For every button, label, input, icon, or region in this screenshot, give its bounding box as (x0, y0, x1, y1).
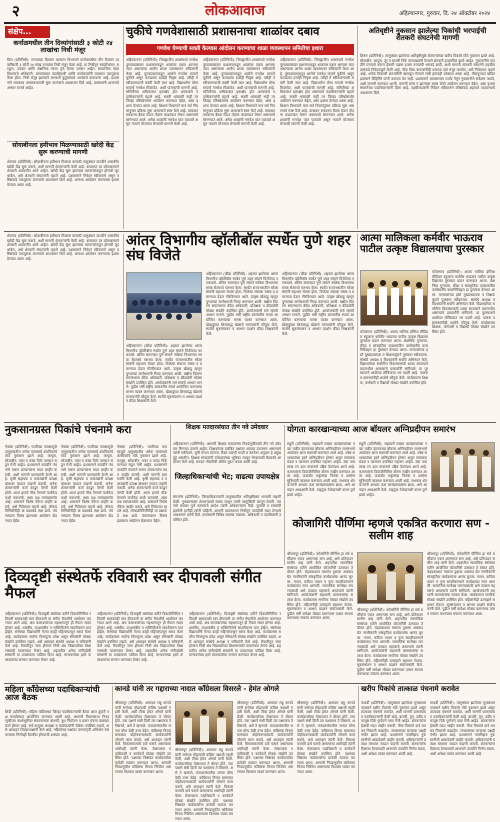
column-rule (358, 686, 359, 792)
kojagiri-body-col-1: श्रीरामपूर (प्रतिनिधी): कोजागिरी पौर्णिमा हा सर्व धर्मीयांना एकत्र आणणारा सण आहे, असे प्रतिपादन सलीम शाह यांनी केले. शहरातील सामाजिक संस्थेच्या वतीने आयोजित कोजागिरी उत्सवात ते बोलत होते. चंद्रप्रकाशात मसाला दुधाचा आस्वाद घेत नागरिकांनी सांस्कृतिक कार्यक्रमांचा आनंद लुटला. गायन, कविता वाचन व नृत्य सादरीकरणाने कार्यक्रमात रंगत आणली. सामाजिक सलोखा जपण्यासाठी असे उपक्रम महत्त्वाचे असल्याचे त्यांनी सांगितले. आयोजकांनी सहभागी कलाकारांचा सत्कार केला. कार्यक्रमास नागरिक मोठ्या संख्येने उपस्थित होते. महिलांनीही उत्साहाने सहभाग घेतला. सूत्रसंचालन व आभार प्रदर्शन संयोजकांनी केले. पुढील वर्षी यापेक्षा मोठ्या प्रमाणावर उत्सव साजरा करण्याचा संकल्प करण्यात आला. (287, 552, 353, 621)
farmers-story (360, 26, 495, 229)
kojagiri-photo (357, 552, 423, 604)
left-continuation: शेवगाव (प्रतिनिधी): सोयाबीनला हमीभाव मिळावा यासाठी तालुक्यात तातडीने शासकीय खरेदी केंद्र सुरू करावे, अशी मागणी शेतकऱ्यांनी केली आहे. बाजारात दर कोसळल्याने शेतकरी अडचणीत आले आहेत. खरेदी केंद्र सुरू झाल्यास व्यापाऱ्यांकडून होणारी लूट थांबेल, असे शेतकरी संघटनांनी म्हटले आहे. प्रशासनाने निवेदन स्वीकारले असून वरिष्ठांकडे पाठपुरावा करण्याचे आश्वासन दिले आहे. अन्यथा आंदोलन करण्याचा इशारा देण्यात आला आहे. (7, 234, 119, 261)
sugar-factory-headline: योगता कारखान्याच्या आज बॉयलर अग्निप्रदीपन समारंभ (287, 424, 456, 434)
kanade-photo-figures (176, 702, 234, 746)
brief-1-body: विटा (प्रतिनिधी): राज्याच्या दिव्यांग कल्याण विभागाने कर्नाळमधील तीन दिव्यांग व्यक्तींसाठी ३ कोटी २४ लाख रुपयांचा निधी मंजूर केला आहे. या निधीतून स्वयंरोजगार, घरकुल, उपचार आणि शैक्षणिक गरजा पूर्ण केल्या जाणार आहेत. सामाजिक न्याय विभागाचे अधिकारी, ग्रामपंचायत पदाधिकारी आणि कार्यकर्त्यांनी याबाबत पाठपुरावा केला होता. निधी मंजूर झाल्याने लाभार्थी कुटुंबांमध्ये आनंदाचे वातावरण आहे. प्रशासनाने लवकरच अंमलबजावणी सुरू करण्याचे आश्वासन दिले आहे. ग्रामस्थांनी शासनाचे आभार मानले आहेत. (7, 58, 119, 90)
section-rule (4, 231, 496, 232)
school-body-col-1: कोपरगाव (प्रतिनिधी): आत्मा मालिक इंग्लिश मीडियम स्कूलला कर्मवीर भाऊराव पाटील उत्कृष्ट विद्यालय पुरस्कार प्रदान करण्यात आला. शैक्षणिक गुणवत्ता, क्रीडा व सांस्कृतिक उपक्रमांतील उल्लेखनीय कामगिरीबद्दल हा पुरस्कार देण्यात आला. मान्यवरांच्या हस्ते मुख्याध्यापक व शिक्षकवृंदाने पुरस्कार स्वीकारला. संस्थेचे अध्यक्ष व विश्वस्तांनी सर्वांचे अभिनंदन केले. विद्यार्थ्यांच्या सर्वांगीण विकासासाठी शाळा सातत्याने प्रयत्नशील असल्याचे प्राचार्यांनी सांगितले. या पुरस्काराने शाळेच्या लौकिकात भर पडली आहे. पालक व ग्रामस्थांनीही शाळेचे कौतुक केले. कार्यक्रमास शिक्षक, कर्मचारी व विद्यार्थी मोठ्या संख्येने उपस्थित होते. (432, 270, 495, 334)
volleyball-body-col-2: अहिल्यानगर (क्रीडा प्रतिनिधी): शहरात झालेल्या आंतर विभागीय व्हॉलीबॉल स्पर्धेत पुणे शहर संघाने विजेतेपद पटकावले. अंतिम सामन्यात पुणे संघाने नाशिक विभागाचा सरळ सेटमध्ये पराभव केला. स्पर्धेत राज्यभरातील सोळा संघांनी सहभाग घेतला होता. विजेत्या संघाला चषक व प्रमाणपत्र देऊन गौरविण्यात आले. उत्कृष्ट खेळाडू म्हणून पुण्याच्या कर्णधाराची निवड करण्यात आली. बक्षीस वितरण समारंभाला क्रीडा अधिकारी, प्रशिक्षक व क्रीडाप्रेमी मोठ्या संख्येने उपस्थित होते. आयोजकांनी सर्व संघांचे आभार मानले. पुढील वर्षी राष्ट्रीय स्तरावरील स्पर्धा आयोजित करण्याचा मानस व्यक्त करण्यात आला. खेळाडूंच्या शिस्तबद्ध खेळाचे मान्यवरांनी कौतुक केले. स्पर्धेचे सूत्रसंचालन व आभार प्रदर्शन क्रीडा शिक्षकांनी केले. (282, 272, 354, 336)
collector-body: संगमनेर (प्रतिनिधी): जिल्हाधिकाऱ्यांनी तालुक्यातील अतिवृष्टीग्रस्त भागाची पाहणी केली. नुकसानग्रस्त शेतकऱ्यांशी संवाद साधून त्यांनी वस्तुस्थिती जाणून घेतली. पंचनामे लवकर पूर्ण करण्याचे आदेश त्यांनी अधिकाऱ्यांना दिले. पुलांची व रस्त्यांची झालेली हानीही त्यांनी पाहिली. आपत्ती व्यवस्थापन निधीतून तातडीची मदत देण्याचे आश्वासन त्यांनी दिले. ग्रामस्थांनी विविध समस्या मांडल्या. अधिकारी व पदाधिकारी उपस्थित होते. (173, 495, 281, 522)
kanade-body-col-2: श्रीरामपूर (प्रतिनिधी): आमदार लहू कानडे यांनी सत्तेच्या मोहापायी काँग्रेस पक्षाशी गद्दारी केली, अशी टीका हेमंत ओगले यांनी केली. कार्यकर्त्यांच्या मेळाव्यात ते बोलत होते. ज्या पक्षाने संधी दिली त्या पक्षालाच ते विसरले, असे ते म्हणाले. मतदारसंघातील जनता योग्य वेळी उत्तर देईल. काँग्रेसचा विचार घराघरात पोहोचवण्यासाठी कार्यकर्त्यांनी जोमाने काम करावे, असे आवाहन त्यांनी केले. विकासकामांचे दावे फसवे असल्याचा आरोपही त्यांनी केला. मेळाव्यास पदाधिकारी व कार्यकर्ते मोठ्या संख्येने उपस्थित होते. पक्षाच्या निष्ठावंत कार्यकर्त्यांचा यावेळी सत्कार करण्यात आला. आगामी निवडणुकीत काँग्रेसचा विजय निश्चित असल्याचा विश्वास व्यक्त करण्यात आला. (175, 748, 233, 821)
volleyball-body-col-0: अहिल्यानगर (क्रीडा प्रतिनिधी): शहरात झालेल्या आंतर विभागीय व्हॉलीबॉल स्पर्धेत पुणे शहर संघाने विजेतेपद पटकावले. अंतिम सामन्यात पुणे संघाने नाशिक विभागाचा सरळ सेटमध्ये पराभव केला. स्पर्धेत राज्यभरातील सोळा संघांनी सहभाग घेतला होता. विजेत्या संघाला चषक व प्रमाणपत्र देऊन गौरविण्यात आले. उत्कृष्ट खेळाडू म्हणून पुण्याच्या कर्णधाराची निवड करण्यात आली. बक्षीस वितरण समारंभाला क्रीडा अधिकारी, प्रशिक्षक व क्रीडाप्रेमी मोठ्या संख्येने उपस्थित होते. आयोजकांनी सर्व संघांचे आभार मानले. पुढील वर्षी राष्ट्रीय स्तरावरील स्पर्धा आयोजित करण्याचा मानस व्यक्त करण्यात आला. खेळाडूंच्या शिस्तबद्ध खेळाचे मान्यवरांनी कौतुक केले. स्पर्धेचे सूत्रसंचालन व आभार प्रदर्शन क्रीडा शिक्षकांनी केले. (126, 344, 202, 404)
section-rule (4, 422, 496, 423)
school-headline: आत्मा मालिकला कर्मवीर भाऊराव पाटील उत्कृष्ट विद्यालयाचा पुरस्कार (360, 233, 484, 255)
kharip-body-col-1: पाथर्डी (प्रतिनिधी): तालुक्यात झालेल्या मुसळधार पावसाने खरीप पिकांचे मोठे नुकसान झाले असून तात्काळ पंचनामे करावेत, अशी मागणी ग्रामपंचायत पदाधिकाऱ्यांनी केली आहे. बाजरी, मूग, उडीद व कापूस पिके पूर्णपणे वाया गेली आहेत. शेतकऱ्यांना हेक्टरी मदत जाहीर करावी. पीक विम्याचे दावे लवकर निकाली काढावेत. जनावरांच्या चाऱ्याचा प्रश्नही गंभीर झाला आहे. प्रशासनाने गावनिहाय नुकसानीची आकडेवारी जाहीर करावी. अधिकाऱ्यांनी प्रत्यक्ष बांधावर जाऊन पाहणी करावी. शेतकऱ्यांना दिलासा देण्यासाठी शासनाने तातडीने निर्णय घ्यावा, अशी अपेक्षा व्यक्त करण्यात आली आहे. (361, 701, 426, 756)
lead-story (126, 26, 354, 229)
kojagiri-story (287, 518, 495, 680)
concert-body-col-3: अहिल्यानगर (प्रतिनिधी): दिव्यदृष्टी संस्थेच्या वतीने दिवाळीनिमित्त रविवारी सायंकाळी स्वर दीपावली या संगीत मैफलीचे आयोजन करण्यात आले आहे. अंध कलाकारांच्या सहभागातून ही मैफल सादर होणार आहे. शास्त्रीय, उपशास्त्रीय व भक्तिगीतांचे सादरीकरण यात होईल. संस्थेच्या विद्यार्थ्यांनी गेल्या काही महिन्यांपासून सराव केला आहे. कार्यक्रमास सर्वांना विनामूल्य प्रवेश असून रसिकांनी मोठ्या संख्येने उपस्थित राहावे, असे आवाहन संस्थेचे अध्यक्ष व सचिवांनी केले आहे. मैफलीतून जमा होणारा निधी अंध विद्यार्थ्यांच्या शिक्षणासाठी वापरण्यात येणार आहे. शहरातील अनेक संगीतप्रेमी संस्थांनी या उपक्रमाला पाठिंबा दिला आहे. मान्यवरांच्या हस्ते कलाकारांचा सन्मान करण्यात येणार आहे. (189, 612, 281, 658)
kanade-headline: कानडे यांनी तर गद्दाराच्या नादात काँग्रेसला विसरले - हेमंत ओगले (115, 685, 279, 693)
panchnama-body-col-1: नेवासा (प्रतिनिधी): परतीच्या पावसामुळे तालुक्यातील अनेक गावांमध्ये शेतपिकांचे मोठे नुकसान झाले आहे. कापूस, सोयाबीन, मका व कांदा पिके पाण्यात सडून गेली आहेत. प्रशासनाने तातडीने पंचनामे करून शेतकऱ्यांना मदत जाहीर करावी, अशी मागणी ग्रामस्थांनी केली आहे. कृषी सहायक व तलाठ्यांनी प्रत्यक्ष बांधावर जाऊन पाहणी करावी. अनेक शेतकऱ्यांनी कर्ज काढून पेरणी केली होती. आता हातचे पीक गेल्याने कर्जफेड कशी करायची, असा प्रश्न त्यांच्यासमोर आहे. शासनाने विशेष पॅकेज जाहीर करावे, असे निवेदनात म्हटले आहे. लोकप्रतिनिधींनीही या प्रश्नाकडे लक्ष द्यावे. पंचनाम्यास विलंब झाल्यास आंदोलन छेडण्यात येईल. (5, 445, 57, 523)
brief-1-headline: कर्नाळमधील तीन दिव्यांगांसाठी ३ कोटी २४ लाखांचा निधी मंजूर (13, 39, 113, 54)
lead-strap: गणवेश घेण्याची सक्ती केल्यास आंदोलन करण्याचा शाळा व्यवस्थापन समितीचा इशारा (126, 44, 354, 55)
kanade-body-col-3: श्रीरामपूर (प्रतिनिधी): आमदार लहू कानडे यांनी सत्तेच्या मोहापायी काँग्रेस पक्षाशी गद्दारी केली, अशी टीका हेमंत ओगले यांनी केली. कार्यकर्त्यांच्या मेळाव्यात ते बोलत होते. ज्या पक्षाने संधी दिली त्या पक्षालाच ते विसरले, असे ते म्हणाले. मतदारसंघातील जनता योग्य वेळी उत्तर देईल. काँग्रेसचा विचार घराघरात पोहोचवण्यासाठी कार्यकर्त्यांनी जोमाने काम करावे, असे आवाहन त्यांनी केले. विकासकामांचे दावे फसवे असल्याचा आरोपही त्यांनी केला. मेळाव्यास पदाधिकारी व कार्यकर्ते मोठ्या संख्येने उपस्थित होते. पक्षाच्या निष्ठावंत कार्यकर्त्यांचा यावेळी सत्कार करण्यात आला. आगामी निवडणुकीत काँग्रेसचा विजय निश्चित असल्याचा विश्वास व्यक्त करण्यात आला. (237, 701, 293, 774)
concert-body-col-2: अहिल्यानगर (प्रतिनिधी): दिव्यदृष्टी संस्थेच्या वतीने दिवाळीनिमित्त रविवारी सायंकाळी स्वर दीपावली या संगीत मैफलीचे आयोजन करण्यात आले आहे. अंध कलाकारांच्या सहभागातून ही मैफल सादर होणार आहे. शास्त्रीय, उपशास्त्रीय व भक्तिगीतांचे सादरीकरण यात होईल. संस्थेच्या विद्यार्थ्यांनी गेल्या काही महिन्यांपासून सराव केला आहे. कार्यक्रमास सर्वांना विनामूल्य प्रवेश असून रसिकांनी मोठ्या संख्येने उपस्थित राहावे, असे आवाहन संस्थेचे अध्यक्ष व सचिवांनी केले आहे. मैफलीतून जमा होणारा निधी अंध विद्यार्थ्यांच्या शिक्षणासाठी वापरण्यात येणार आहे. शहरातील अनेक संगीतप्रेमी संस्थांनी या उपक्रमाला पाठिंबा दिला आहे. मान्यवरांच्या हस्ते कलाकारांचा सन्मान करण्यात येणार आहे. (97, 612, 183, 662)
award-photo-figures (361, 271, 429, 327)
panchnama-body-col-3: नेवासा (प्रतिनिधी): परतीच्या पावसामुळे तालुक्यातील अनेक गावांमध्ये शेतपिकांचे मोठे नुकसान झाले आहे. कापूस, सोयाबीन, मका व कांदा पिके पाण्यात सडून गेली आहेत. प्रशासनाने तातडीने पंचनामे करून शेतकऱ्यांना मदत जाहीर करावी, अशी मागणी ग्रामस्थांनी केली आहे. कृषी सहायक व तलाठ्यांनी प्रत्यक्ष बांधावर जाऊन पाहणी करावी. अनेक शेतकऱ्यांनी कर्ज काढून पेरणी केली होती. आता हातचे पीक गेल्याने कर्जफेड कशी करायची, असा प्रश्न त्यांच्यासमोर आहे. शासनाने विशेष पॅकेज जाहीर करावे, असे निवेदनात म्हटले आहे. लोकप्रतिनिधींनीही या प्रश्नाकडे लक्ष द्यावे. पंचनाम्यास विलंब झाल्यास आंदोलन छेडण्यात येईल. (117, 445, 168, 523)
column-rule (123, 234, 124, 420)
page-number: २ (12, 2, 20, 20)
sugar-factory-body-col-2: राहुरी (प्रतिनिधी): सहकारी साखर कारखान्याच्या नव्या गळीत हंगामाच्या बॉयलर अग्निप्रदीपन समारंभाचे आयोजन आज सकाळी करण्यात आले आहे. ज्येष्ठ सभासदांच्या हस्ते अग्निप्रदीपन होणार असून संचालक मंडळ व कामगार उपस्थित राहणार आहेत. यंदा पाच लाख टन ऊस गाळपाचे उद्दिष्ट ठेवण्यात आले आहे. कामगारांना दिवाळीनिमित्त बोनस जाहीर करण्यात आला आहे. ऊसतोड मजुरांच्या निवास व आरोग्य सुविधांची व्यवस्था करण्यात आली आहे. सभासद शेतकऱ्यांनी आपला ऊस कारखान्यालाच द्यावा, असे आवाहन अध्यक्षांनी केले. वाहतूक ठेकेदारांशी करार पूर्ण झाले आहेत. (359, 442, 427, 497)
column-rule (112, 686, 113, 792)
lead-headline: चुकीचे गणवेशासाठी प्रशासनाचा शाळांवर दबाव (126, 24, 320, 38)
lead-body-col-3: अहिल्यानगर (प्रतिनिधी): जिल्ह्यातील शाळांमध्ये गणवेश पुरवठ्याबाबत प्रशासनाकडून शाळांवर दबाव आणला जात असल्याचा आरोप शाळा व्यवस्थापन समित्यांनी केला आहे. पुरवठादाराकडून आलेले गणवेश मापाने चुकीचे असून कापडाचा दर्जाही निकृष्ट आहे. तरीही ते स्वीकारण्याची सक्ती केली जात आहे. विद्यार्थ्यांना योग्य मापाचे गणवेश मिळावेत, अशी पालकांची मागणी आहे. समितीच्या अधिकारात हस्तक्षेप होत असल्याचे पदाधिकाऱ्यांनी म्हटले आहे. सक्ती थांबवली नाही तर जिल्हा परिषदेसमोर आंदोलन करण्यात येईल, असा इशारा देण्यात आला आहे. शिक्षण विभागाने मात्र सर्व नियमांनुसार प्रक्रिया सुरू असल्याचे स्पष्ट केले आहे. याबाबत लवकरच बैठक घेऊन तोडगा काढण्यात येणार असल्याचे सांगण्यात आले. अनेक शाळांनी गणवेश परत पाठवले असून नव्याने मोजमाप घेण्याची मागणी केली आहे. (280, 58, 354, 127)
panchnama-body-col-2: नेवासा (प्रतिनिधी): परतीच्या पावसामुळे तालुक्यातील अनेक गावांमध्ये शेतपिकांचे मोठे नुकसान झाले आहे. कापूस, सोयाबीन, मका व कांदा पिके पाण्यात सडून गेली आहेत. प्रशासनाने तातडीने पंचनामे करून शेतकऱ्यांना मदत जाहीर करावी, अशी मागणी ग्रामस्थांनी केली आहे. कृषी सहायक व तलाठ्यांनी प्रत्यक्ष बांधावर जाऊन पाहणी करावी. अनेक शेतकऱ्यांनी कर्ज काढून पेरणी केली होती. आता हातचे पीक गेल्याने कर्जफेड कशी करायची, असा प्रश्न त्यांच्यासमोर आहे. शासनाने विशेष पॅकेज जाहीर करावे, असे निवेदनात म्हटले आहे. लोकप्रतिनिधींनीही या प्रश्नाकडे लक्ष द्यावे. पंचनाम्यास विलंब झाल्यास आंदोलन छेडण्यात येईल. (61, 445, 113, 523)
kojagiri-body-col-2: श्रीरामपूर (प्रतिनिधी): कोजागिरी पौर्णिमा हा सर्व धर्मीयांना एकत्र आणणारा सण आहे, असे प्रतिपादन सलीम शाह यांनी केले. शहरातील सामाजिक संस्थेच्या वतीने आयोजित कोजागिरी उत्सवात ते बोलत होते. चंद्रप्रकाशात मसाला दुधाचा आस्वाद घेत नागरिकांनी सांस्कृतिक कार्यक्रमांचा आनंद लुटला. गायन, कविता वाचन व नृत्य सादरीकरणाने कार्यक्रमात रंगत आणली. सामाजिक सलोखा जपण्यासाठी असे उपक्रम महत्त्वाचे असल्याचे त्यांनी सांगितले. आयोजकांनी सहभागी कलाकारांचा सत्कार केला. कार्यक्रमास नागरिक मोठ्या संख्येने उपस्थित होते. महिलांनीही उत्साहाने सहभाग घेतला. सूत्रसंचालन व आभार प्रदर्शन संयोजकांनी केले. पुढील वर्षी यापेक्षा मोठ्या प्रमाणावर उत्सव साजरा करण्याचा संकल्प करण्यात आला. (357, 608, 423, 677)
column-rule (170, 425, 171, 565)
team-photo-figures (127, 273, 203, 341)
concert-body-col-1: अहिल्यानगर (प्रतिनिधी): दिव्यदृष्टी संस्थेच्या वतीने दिवाळीनिमित्त रविवारी सायंकाळी स्वर दीपावली या संगीत मैफलीचे आयोजन करण्यात आले आहे. अंध कलाकारांच्या सहभागातून ही मैफल सादर होणार आहे. शास्त्रीय, उपशास्त्रीय व भक्तिगीतांचे सादरीकरण यात होईल. संस्थेच्या विद्यार्थ्यांनी गेल्या काही महिन्यांपासून सराव केला आहे. कार्यक्रमास सर्वांना विनामूल्य प्रवेश असून रसिकांनी मोठ्या संख्येने उपस्थित राहावे, असे आवाहन संस्थेचे अध्यक्ष व सचिवांनी केले आहे. मैफलीतून जमा होणारा निधी अंध विद्यार्थ्यांच्या शिक्षणासाठी वापरण्यात येणार आहे. शहरातील अनेक संगीतप्रेमी संस्थांनी या उपक्रमाला पाठिंबा दिला आहे. मान्यवरांच्या हस्ते कलाकारांचा सन्मान करण्यात येणार आहे. (5, 612, 91, 662)
volleyball-body-col-1: अहिल्यानगर (क्रीडा प्रतिनिधी): शहरात झालेल्या आंतर विभागीय व्हॉलीबॉल स्पर्धेत पुणे शहर संघाने विजेतेपद पटकावले. अंतिम सामन्यात पुणे संघाने नाशिक विभागाचा सरळ सेटमध्ये पराभव केला. स्पर्धेत राज्यभरातील सोळा संघांनी सहभाग घेतला होता. विजेत्या संघाला चषक व प्रमाणपत्र देऊन गौरविण्यात आले. उत्कृष्ट खेळाडू म्हणून पुण्याच्या कर्णधाराची निवड करण्यात आली. बक्षीस वितरण समारंभाला क्रीडा अधिकारी, प्रशिक्षक व क्रीडाप्रेमी मोठ्या संख्येने उपस्थित होते. आयोजकांनी सर्व संघांचे आभार मानले. पुढील वर्षी राष्ट्रीय स्तरावरील स्पर्धा आयोजित करण्याचा मानस व्यक्त करण्यात आला. खेळाडूंच्या शिस्तबद्ध खेळाचे मान्यवरांनी कौतुक केले. स्पर्धेचे सूत्रसंचालन व आभार प्रदर्शन क्रीडा शिक्षकांनी केले. (206, 272, 278, 336)
kharip-story (361, 686, 495, 792)
concert-story (5, 570, 281, 680)
sugar-factory-photo-figures (432, 443, 496, 493)
panchnama-headline: नुकसानग्रस्त पिकांचे पंचनामे करा (5, 424, 132, 436)
school-award-story (360, 234, 495, 420)
kharip-headline: खरीप पिकांचे तात्काळ पंचनामे करावेत (361, 685, 459, 693)
shikshak-story (173, 425, 281, 471)
kanade-story (115, 685, 355, 821)
volleyball-headline: आंतर विभागीय व्हॉलीबॉल स्पर्धेत पुणे शहर संघ विजेते (126, 233, 351, 265)
collector-headline: जिल्हाधिकाऱ्यांची भेट; वाढत्या उपायक्षेत्र (174, 472, 280, 481)
school-body-col-2: कोपरगाव (प्रतिनिधी): आत्मा मालिक इंग्लिश मीडियम स्कूलला कर्मवीर भाऊराव पाटील उत्कृष्ट विद्यालय पुरस्कार प्रदान करण्यात आला. शैक्षणिक गुणवत्ता, क्रीडा व सांस्कृतिक उपक्रमांतील उल्लेखनीय कामगिरीबद्दल हा पुरस्कार देण्यात आला. मान्यवरांच्या हस्ते मुख्याध्यापक व शिक्षकवृंदाने पुरस्कार स्वीकारला. संस्थेचे अध्यक्ष व विश्वस्तांनी सर्वांचे अभिनंदन केले. विद्यार्थ्यांच्या सर्वांगीण विकासासाठी शाळा सातत्याने प्रयत्नशील असल्याचे प्राचार्यांनी सांगितले. या पुरस्काराने शाळेच्या लौकिकात भर पडली आहे. पालक व ग्रामस्थांनीही शाळेचे कौतुक केले. कार्यक्रमास शिक्षक, कर्मचारी व विद्यार्थी मोठ्या संख्येने उपस्थित होते. (360, 330, 428, 385)
newspaper-logo: लोकआवाज (205, 3, 265, 19)
farmers-body: शिरूर (प्रतिनिधी): तालुक्यात झालेल्या अतिवृष्टीमुळे शेतकऱ्यांच्या खरीप पिकांचे मोठे नुकसान झाले आहे. सोयाबीन, कापूस, तूर व बाजरी पिके पाण्याखाली गेल्याने शेतकरी हवालदिल झाले आहेत. नुकसानीचे तातडीने पंचनामे करून हेक्टरी पन्नास हजार रुपयांची भरपाई द्यावी, अशी मागणी शेतकरी संघटनेने तहसीलदारांकडे निवेदनाद्वारे केली आहे. पीक विमा कंपन्यांनीही तत्काळ दावे मंजूर करावेत, असे निवेदनात म्हटले आहे. अनेक ठिकाणी शेतजमिनी खरवडून गेल्याने रब्बी हंगामही धोक्यात आला आहे. वीजपुरवठा खंडित झाल्याने विहिरींचे पाणी उपसता येत नाही. प्रशासनाने ग्रामस्तरावर पथके नेमून नुकसानीचे सर्वेक्षण करावे, अशी मागणी करण्यात आली. मागणी मान्य न झाल्यास रास्ता रोको आंदोलन करण्यात येईल, असा इशारा संघटनेच्या पदाधिकाऱ्यांनी दिला आहे. तहसीलदारांनी निवेदन स्वीकारून वरिष्ठांकडे अहवाल पाठवण्याचे आश्वासन दिले. (360, 54, 495, 95)
briefs-column (5, 26, 121, 229)
lead-body-col-1: अहिल्यानगर (प्रतिनिधी): जिल्ह्यातील शाळांमध्ये गणवेश पुरवठ्याबाबत प्रशासनाकडून शाळांवर दबाव आणला जात असल्याचा आरोप शाळा व्यवस्थापन समित्यांनी केला आहे. पुरवठादाराकडून आलेले गणवेश मापाने चुकीचे असून कापडाचा दर्जाही निकृष्ट आहे. तरीही ते स्वीकारण्याची सक्ती केली जात आहे. विद्यार्थ्यांना योग्य मापाचे गणवेश मिळावेत, अशी पालकांची मागणी आहे. समितीच्या अधिकारात हस्तक्षेप होत असल्याचे पदाधिकाऱ्यांनी म्हटले आहे. सक्ती थांबवली नाही तर जिल्हा परिषदेसमोर आंदोलन करण्यात येईल, असा इशारा देण्यात आला आहे. शिक्षण विभागाने मात्र सर्व नियमांनुसार प्रक्रिया सुरू असल्याचे स्पष्ट केले आहे. याबाबत लवकरच बैठक घेऊन तोडगा काढण्यात येणार असल्याचे सांगण्यात आले. अनेक शाळांनी गणवेश परत पाठवले असून नव्याने मोजमाप घेण्याची मागणी केली आहे. (126, 58, 198, 127)
column-rule (123, 26, 124, 229)
column-rule (357, 26, 358, 229)
kojagiri-body-col-3: श्रीरामपूर (प्रतिनिधी): कोजागिरी पौर्णिमा हा सर्व धर्मीयांना एकत्र आणणारा सण आहे, असे प्रतिपादन सलीम शाह यांनी केले. शहरातील सामाजिक संस्थेच्या वतीने आयोजित कोजागिरी उत्सवात ते बोलत होते. चंद्रप्रकाशात मसाला दुधाचा आस्वाद घेत नागरिकांनी सांस्कृतिक कार्यक्रमांचा आनंद लुटला. गायन, कविता वाचन व नृत्य सादरीकरणाने कार्यक्रमात रंगत आणली. सामाजिक सलोखा जपण्यासाठी असे उपक्रम महत्त्वाचे असल्याचे त्यांनी सांगितले. आयोजकांनी सहभागी कलाकारांचा सत्कार केला. कार्यक्रमास नागरिक मोठ्या संख्येने उपस्थित होते. महिलांनीही उत्साहाने सहभाग घेतला. सूत्रसंचालन व आभार प्रदर्शन संयोजकांनी केले. पुढील वर्षी यापेक्षा मोठ्या प्रमाणावर उत्सव साजरा करण्याचा संकल्प करण्यात आला. (427, 552, 495, 616)
kojagiri-photo-figures (358, 553, 424, 605)
sugar-factory-body-col-1: राहुरी (प्रतिनिधी): सहकारी साखर कारखान्याच्या नव्या गळीत हंगामाच्या बॉयलर अग्निप्रदीपन समारंभाचे आयोजन आज सकाळी करण्यात आले आहे. ज्येष्ठ सभासदांच्या हस्ते अग्निप्रदीपन होणार असून संचालक मंडळ व कामगार उपस्थित राहणार आहेत. यंदा पाच लाख टन ऊस गाळपाचे उद्दिष्ट ठेवण्यात आले आहे. कामगारांना दिवाळीनिमित्त बोनस जाहीर करण्यात आला आहे. ऊसतोड मजुरांच्या निवास व आरोग्य सुविधांची व्यवस्था करण्यात आली आहे. सभासद शेतकऱ्यांनी आपला ऊस कारखान्यालाच द्यावा, असे आवाहन अध्यक्षांनी केले. वाहतूक ठेकेदारांशी करार पूर्ण झाले आहेत. (287, 442, 355, 497)
kanade-body-col-4: श्रीरामपूर (प्रतिनिधी): आमदार लहू कानडे यांनी सत्तेच्या मोहापायी काँग्रेस पक्षाशी गद्दारी केली, अशी टीका हेमंत ओगले यांनी केली. कार्यकर्त्यांच्या मेळाव्यात ते बोलत होते. ज्या पक्षाने संधी दिली त्या पक्षालाच ते विसरले, असे ते म्हणाले. मतदारसंघातील जनता योग्य वेळी उत्तर देईल. काँग्रेसचा विचार घराघरात पोहोचवण्यासाठी कार्यकर्त्यांनी जोमाने काम करावे, असे आवाहन त्यांनी केले. विकासकामांचे दावे फसवे असल्याचा आरोपही त्यांनी केला. मेळाव्यास पदाधिकारी व कार्यकर्ते मोठ्या संख्येने उपस्थित होते. पक्षाच्या निष्ठावंत कार्यकर्त्यांचा यावेळी सत्कार करण्यात आला. आगामी निवडणुकीत काँग्रेसचा विजय निश्चित असल्याचा विश्वास व्यक्त करण्यात आला. (297, 701, 355, 774)
volleyball-story (126, 234, 354, 420)
sugar-factory-story (287, 425, 495, 515)
briefs-tag: संक्षेप... (5, 26, 50, 38)
award-photo (360, 270, 428, 326)
brief-2-body: शेवगाव (प्रतिनिधी): सोयाबीनला हमीभाव मिळावा यासाठी तालुक्यात तातडीने शासकीय खरेदी केंद्र सुरू करावे, अशी मागणी शेतकऱ्यांनी केली आहे. बाजारात दर कोसळल्याने शेतकरी अडचणीत आले आहेत. खरेदी केंद्र सुरू झाल्यास व्यापाऱ्यांकडून होणारी लूट थांबेल, असे शेतकरी संघटनांनी म्हटले आहे. प्रशासनाने निवेदन स्वीकारले असून वरिष्ठांकडे पाठपुरावा करण्याचे आश्वासन दिले आहे. अन्यथा आंदोलन करण्याचा इशारा देण्यात आला आहे. (7, 160, 119, 187)
lead-body-col-2: अहिल्यानगर (प्रतिनिधी): जिल्ह्यातील शाळांमध्ये गणवेश पुरवठ्याबाबत प्रशासनाकडून शाळांवर दबाव आणला जात असल्याचा आरोप शाळा व्यवस्थापन समित्यांनी केला आहे. पुरवठादाराकडून आलेले गणवेश मापाने चुकीचे असून कापडाचा दर्जाही निकृष्ट आहे. तरीही ते स्वीकारण्याची सक्ती केली जात आहे. विद्यार्थ्यांना योग्य मापाचे गणवेश मिळावेत, अशी पालकांची मागणी आहे. समितीच्या अधिकारात हस्तक्षेप होत असल्याचे पदाधिकाऱ्यांनी म्हटले आहे. सक्ती थांबवली नाही तर जिल्हा परिषदेसमोर आंदोलन करण्यात येईल, असा इशारा देण्यात आला आहे. शिक्षण विभागाने मात्र सर्व नियमांनुसार प्रक्रिया सुरू असल्याचे स्पष्ट केले आहे. याबाबत लवकरच बैठक घेऊन तोडगा काढण्यात येणार असल्याचे सांगण्यात आले. अनेक शाळांनी गणवेश परत पाठवले असून नव्याने मोजमाप घेण्याची मागणी केली आहे. (203, 58, 275, 127)
column-rule (357, 234, 358, 420)
section-rule (4, 683, 496, 684)
mahila-story (5, 686, 109, 792)
sugar-factory-photo (431, 442, 495, 492)
kanade-photo (175, 701, 233, 745)
kanade-body-col-1: श्रीरामपूर (प्रतिनिधी): आमदार लहू कानडे यांनी सत्तेच्या मोहापायी काँग्रेस पक्षाशी गद्दारी केली, अशी टीका हेमंत ओगले यांनी केली. कार्यकर्त्यांच्या मेळाव्यात ते बोलत होते. ज्या पक्षाने संधी दिली त्या पक्षालाच ते विसरले, असे ते म्हणाले. मतदारसंघातील जनता योग्य वेळी उत्तर देईल. काँग्रेसचा विचार घराघरात पोहोचवण्यासाठी कार्यकर्त्यांनी जोमाने काम करावे, असे आवाहन त्यांनी केले. विकासकामांचे दावे फसवे असल्याचा आरोपही त्यांनी केला. मेळाव्यास पदाधिकारी व कार्यकर्ते मोठ्या संख्येने उपस्थित होते. पक्षाच्या निष्ठावंत कार्यकर्त्यांचा यावेळी सत्कार करण्यात आला. आगामी निवडणुकीत काँग्रेसचा विजय निश्चित असल्याचा विश्वास व्यक्त करण्यात आला. (115, 701, 171, 774)
shikshak-headline: शिक्षक मतदारसंघात तीन नवे उमेदवार (185, 424, 269, 431)
farmers-headline: अतिवृष्टीने नुकसान झालेल्या पिकांची भरपाईची शेतकरी संघटनेची मागणी (368, 27, 487, 43)
concert-headline: दिव्यदृष्टी संस्थेतर्फे रविवारी स्वर दीपावली संगीत मैफल (5, 568, 262, 602)
collector-story (173, 473, 281, 565)
team-photo (126, 272, 202, 340)
dateline: अहिल्यानगर, गुरुवार, दि. २४ ऑक्टोबर २०२४ (399, 11, 490, 17)
panchnama-story (5, 425, 167, 565)
mahila-body: शिर्डी (प्रतिनिधी): महिला काँग्रेसच्या जिल्हा पदाधिकाऱ्यांची बैठक आज दुपारी पक्ष कार्यालयात आयोजित करण्यात आली आहे. आगामी विधानसभा निवडणुकीच्या पार्श्वभूमीवर संघटनात्मक बांधणी, बूथ नियोजन व प्रचार यंत्रणा याबाबत चर्चा होणार आहे. सर्व तालुका अध्यक्षा व कार्यकर्त्यांनी वेळेवर उपस्थित राहावे, असे आवाहन जिल्हाध्यक्षांनी केले आहे. महिलांच्या प्रश्नांवर जनजागृती अभियान राबवण्याचा निर्णयही बैठकीत होण्याची शक्यता आहे. (5, 710, 109, 737)
brief-2-headline: सोयाबीनला हमीभाव मिळण्यासाठी खरेदी केंद्र सुरू करण्याची मागणी (12, 142, 114, 156)
shikshak-body: अहिल्यानगर (प्रतिनिधी): आगामी शिक्षक मतदारसंघ निवडणुकीसाठी तीन नवे उमेदवार रिंगणात उतरले आहेत. शिक्षकांच्या प्रलंबित प्रश्नांवर आवाज उठवणार असल्याचे त्यांनी सांगितले. जुनी पेन्शन योजना, रिक्त पदांची भरती व वेतनेतर अनुदान हे प्रमुख मुद्दे असतील. शिक्षक संघटनांनी उमेदवारांच्या भूमिका जाणून घेण्यासाठी बैठकांचे आयोजन केले आहे. मतदार नोंदणीची अंतिम मुदत जवळ आली आहे. (173, 442, 281, 465)
mahila-headline: महिला काँग्रेसच्या पदाधिकाऱ्यांची आज बैठक (5, 685, 100, 703)
kharip-body-col-2: पाथर्डी (प्रतिनिधी): तालुक्यात झालेल्या मुसळधार पावसाने खरीप पिकांचे मोठे नुकसान झाले असून तात्काळ पंचनामे करावेत, अशी मागणी ग्रामपंचायत पदाधिकाऱ्यांनी केली आहे. बाजरी, मूग, उडीद व कापूस पिके पूर्णपणे वाया गेली आहेत. शेतकऱ्यांना हेक्टरी मदत जाहीर करावी. पीक विम्याचे दावे लवकर निकाली काढावेत. जनावरांच्या चाऱ्याचा प्रश्नही गंभीर झाला आहे. प्रशासनाने गावनिहाय नुकसानीची आकडेवारी जाहीर करावी. अधिकाऱ्यांनी प्रत्यक्ष बांधावर जाऊन पाहणी करावी. शेतकऱ्यांना दिलासा देण्यासाठी शासनाने तातडीने निर्णय घ्यावा, अशी अपेक्षा व्यक्त करण्यात आली आहे. (430, 701, 495, 756)
column-rule (284, 425, 285, 565)
kojagiri-headline: कोजागिरी पौर्णिमा म्हणजे एकत्रित करणारा सण - सलीम शाह (292, 517, 490, 542)
